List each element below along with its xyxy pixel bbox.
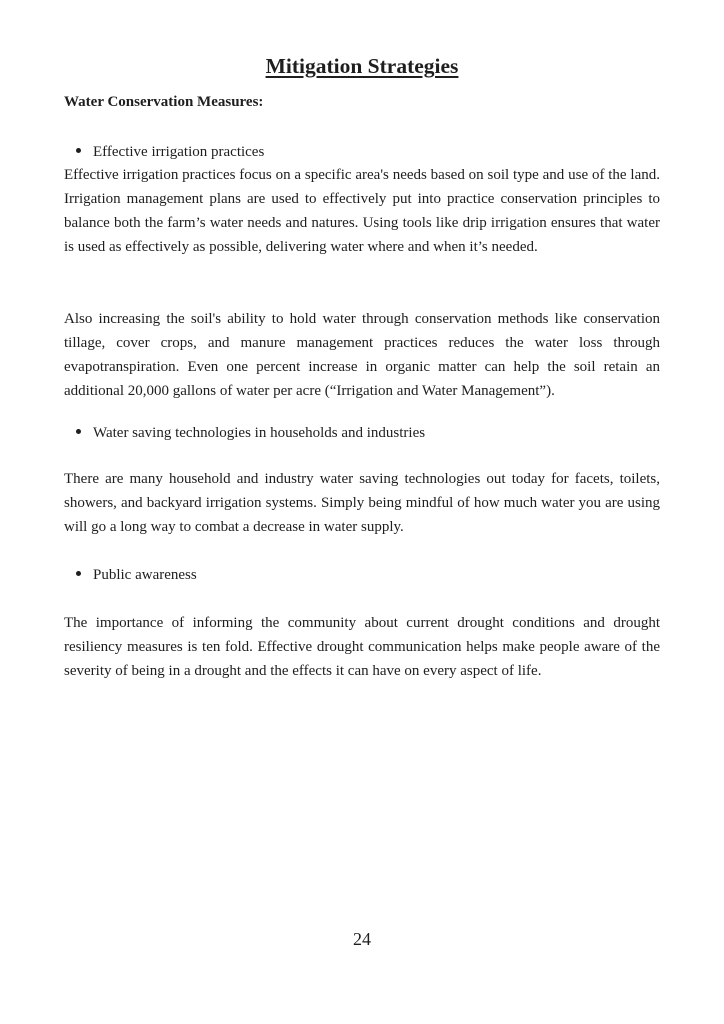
bullet-label: Effective irrigation practices [93, 144, 265, 160]
bullet-label: Water saving technologies in households and industries [93, 425, 426, 441]
bullet-item [76, 421, 425, 445]
page-title: Mitigation Strategies [265, 54, 459, 78]
bullet-icon [76, 571, 81, 576]
paragraph: Also increasing the soil's ability to hold water through conservation methods like conservation tillage, cover crops, and manure management practices reduces the water loss through evapotranspiration. Even one percent increase in organic matter can help the soil retain an additional 20,000 gallons of water per acre (“Irrigation and Water Management”). [64, 311, 660, 399]
bullet-icon [76, 148, 81, 153]
page-number: 24 [353, 929, 371, 949]
bullet-item [76, 563, 197, 587]
bullet-item [76, 140, 264, 164]
bullet-label: Public awareness [93, 567, 197, 583]
paragraph: The importance of informing the community about current drought conditions and drought resiliency measures is ten fold. Effective drought communication helps make people aware of the severity of being in a drought and the effects it can have on every aspect of life. [64, 615, 660, 679]
paragraph: There are many household and industry water saving technologies out today for facets, toilets, showers, and backyard irrigation systems. Simply being mindful of how much water you are using will go a long way to combat a decrease in water supply. [64, 471, 660, 535]
section-heading: Water Conservation Measures: [64, 94, 264, 110]
bullet-icon [76, 429, 81, 434]
paragraph: Effective irrigation practices focus on a specific area's needs based on soil type and use of the land. Irrigation management plans are used to effectively put into practice conservation principles to balance both the farm’s water needs and natures. Using tools like drip irrigation ensures that water is used as effectively as possible, delivering water where and when it’s needed. [64, 167, 660, 255]
